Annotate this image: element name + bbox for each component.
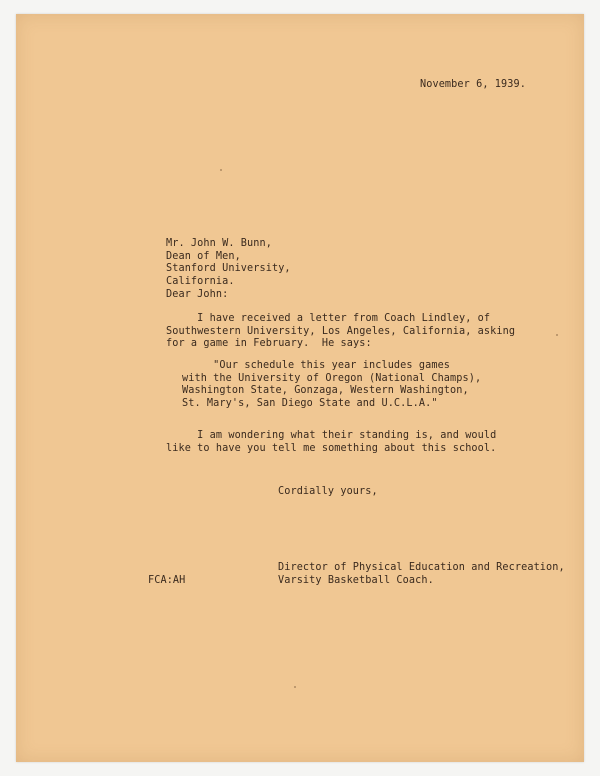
recipient-state: California. bbox=[166, 275, 235, 287]
closing: Cordially yours, bbox=[278, 486, 378, 497]
recipient-institution: Stanford University, bbox=[166, 263, 291, 275]
quote-line: with the University of Oregon (National Champs), bbox=[182, 372, 482, 384]
signature-block bbox=[278, 562, 565, 587]
signature-title: Director of Physical Education and Recreation, bbox=[278, 562, 565, 573]
quote-line: St. Mary's, San Diego State and U.C.L.A." bbox=[182, 397, 438, 409]
paper-speck bbox=[294, 686, 296, 688]
body-paragraph-2 bbox=[166, 430, 496, 455]
body-paragraph-1 bbox=[166, 313, 515, 351]
paragraph-line: Southwestern University, Los Angeles, California, asking bbox=[166, 325, 516, 337]
recipient-name: Mr. John W. Bunn, bbox=[166, 238, 272, 249]
paragraph-line: I have received a letter from Coach Lindley, of bbox=[166, 313, 491, 324]
quote-line: "Our schedule this year includes games bbox=[182, 360, 451, 371]
paper-speck bbox=[220, 169, 222, 171]
paragraph-line: like to have you tell me something about this school. bbox=[166, 442, 497, 454]
quoted-schedule bbox=[182, 360, 481, 410]
paragraph-line: for a game in February. He says: bbox=[166, 338, 372, 350]
quote-line: Washington State, Gonzaga, Western Washington, bbox=[182, 385, 469, 397]
signature-title: Varsity Basketball Coach. bbox=[278, 574, 434, 586]
recipient-title: Dean of Men, bbox=[166, 250, 241, 262]
salutation: Dear John: bbox=[166, 289, 229, 300]
paragraph-line: I am wondering what their standing is, and would bbox=[166, 430, 497, 441]
reference-initials: FCA:AH bbox=[148, 575, 186, 586]
recipient-address bbox=[166, 238, 291, 288]
paper-speck bbox=[556, 334, 558, 336]
letter-date: November 6, 1939. bbox=[420, 79, 526, 90]
letter-page bbox=[16, 14, 584, 762]
